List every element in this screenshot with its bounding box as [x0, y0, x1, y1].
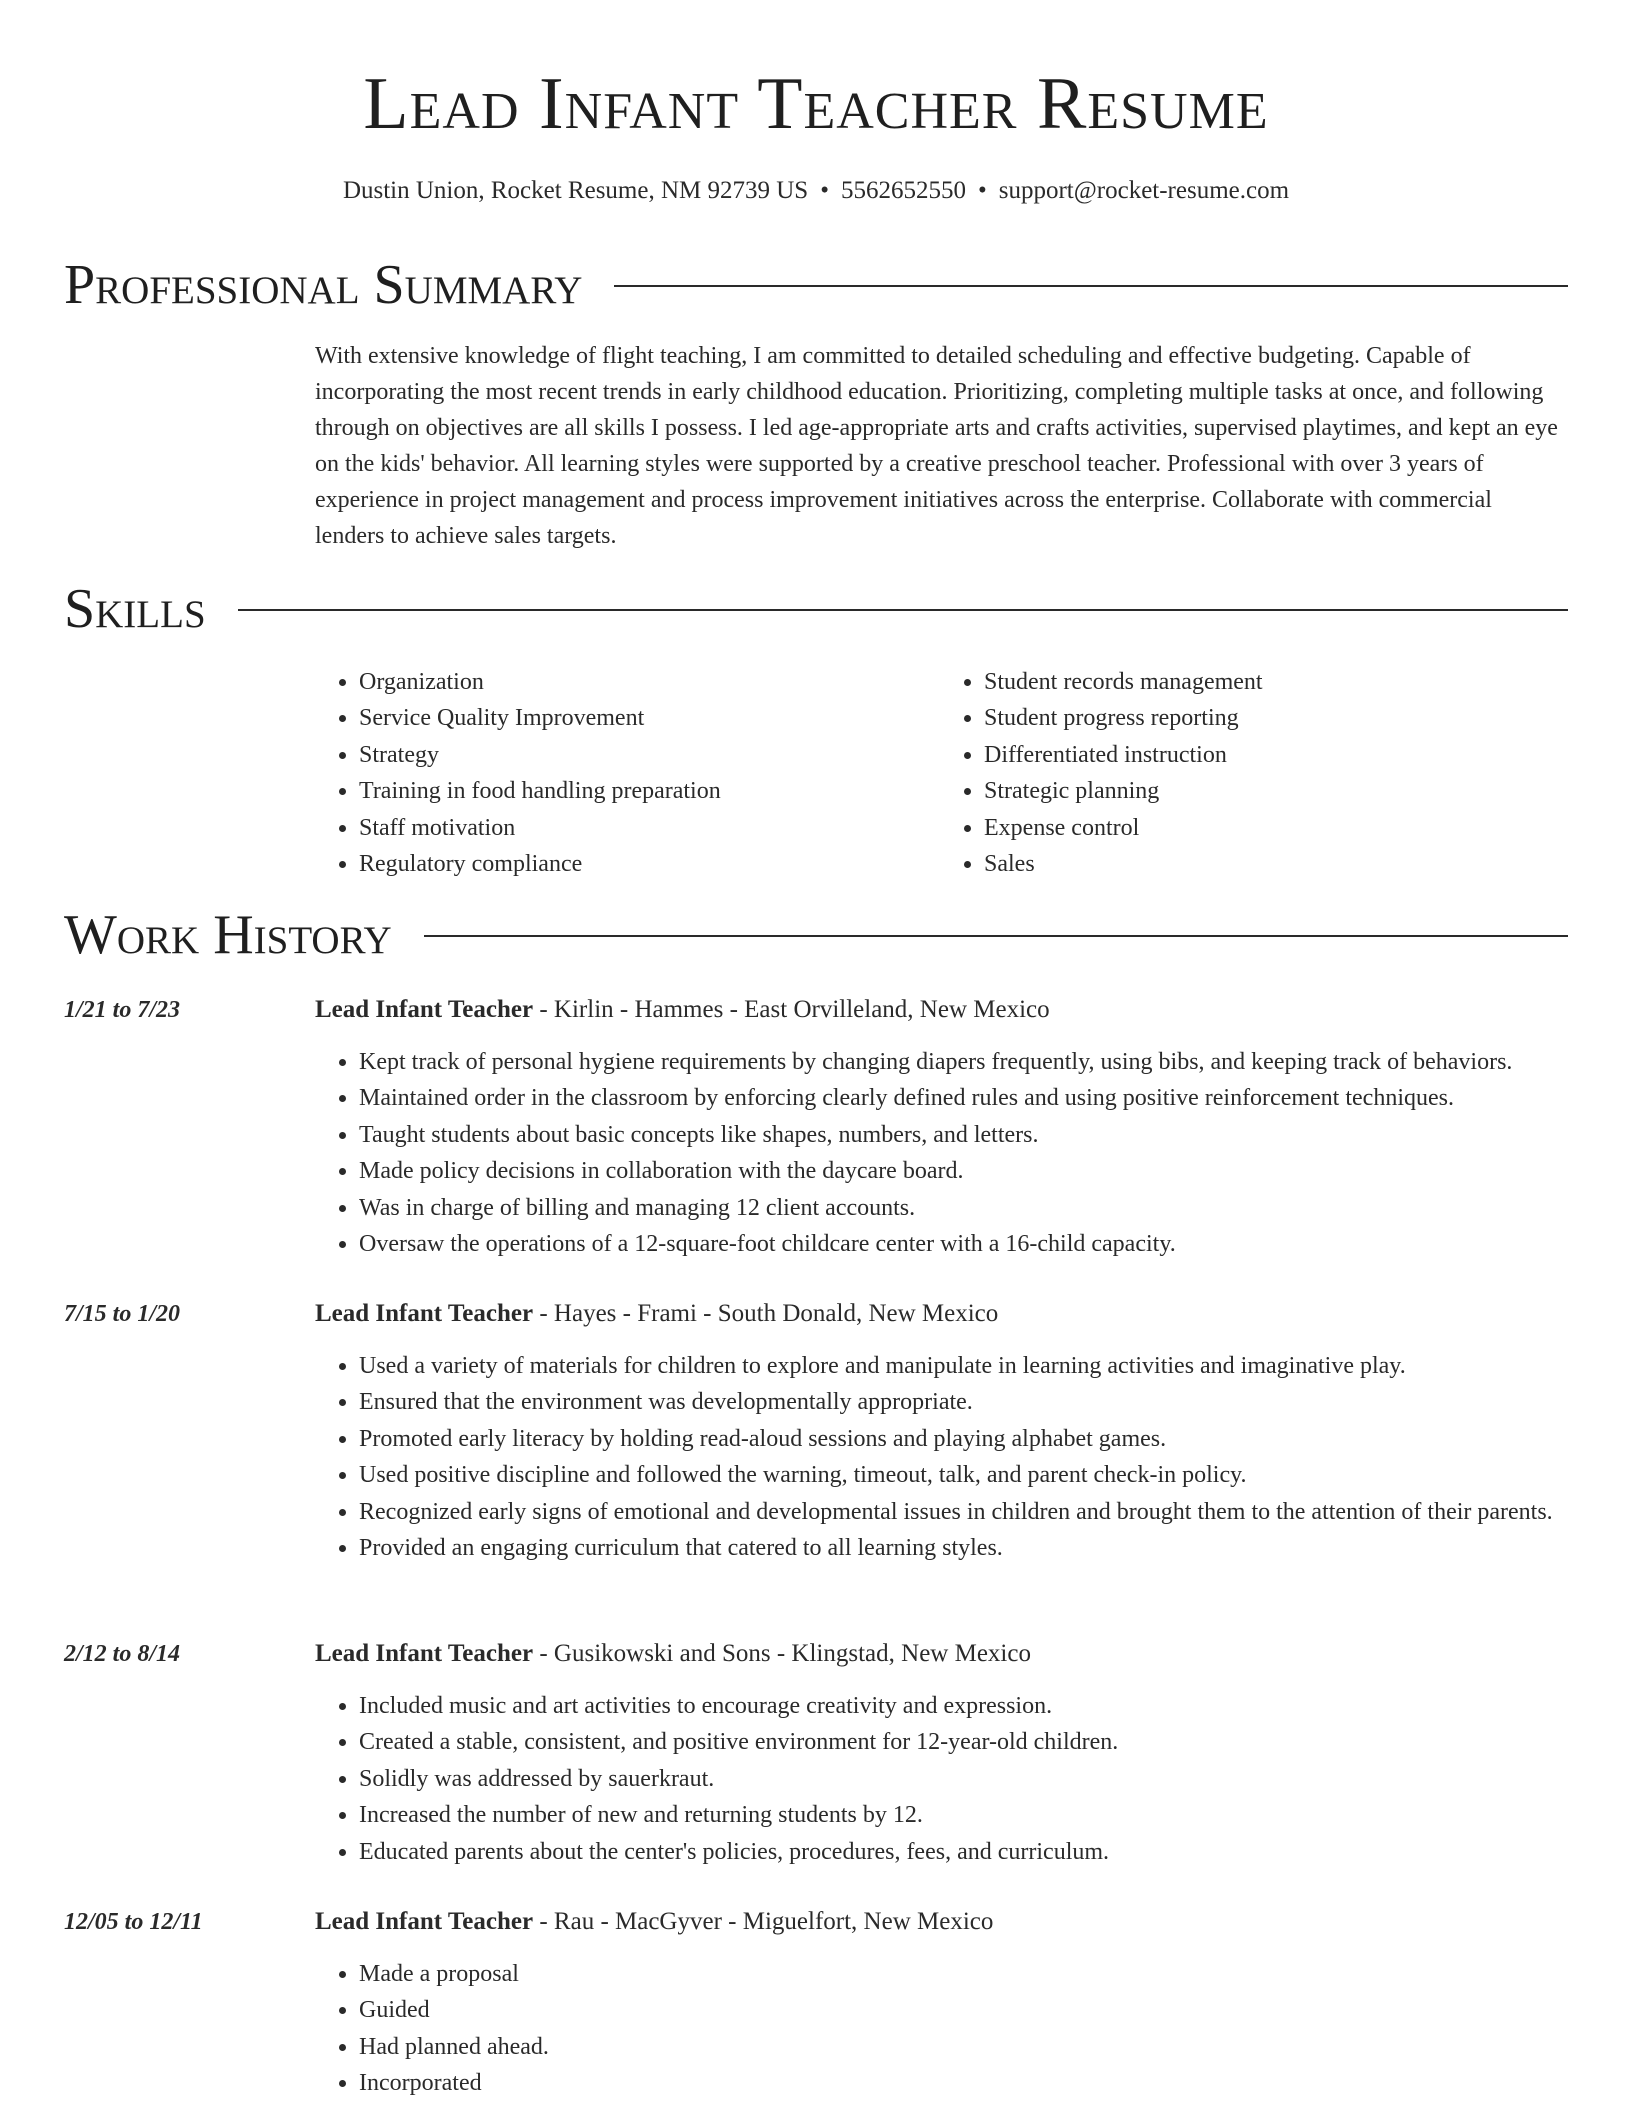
job-title: Lead Infant Teacher — [315, 996, 534, 1023]
job-duties — [315, 1956, 1619, 2102]
job-duty: • Taught students about basic concepts like shapes, numbers, and letters. — [359, 1117, 1619, 1153]
job-duties — [315, 1348, 1619, 1566]
skill-item: • Regulatory compliance — [359, 846, 940, 882]
summary-text: With extensive knowledge of flight teaching, I am committed to detailed scheduling and effective budgeting. Capable of incorporating the most recent trends in early childhood education. Prioritizing, completing multiple tasks at once, and following through on objectives are all skills I possess. I led age-appropriate arts and crafts activities, supervised playtimes, and kept an eye on the kids' behavior. All learning styles were supported by a creative preschool teacher. Professional with over 3 years of experience in project management and process improvement initiatives across the enterprise. Collaborate with commercial lenders to achieve sales targets. — [315, 343, 1558, 549]
job-duty: • Promoted early literacy by holding read-aloud sessions and playing alphabet games. — [359, 1421, 1619, 1457]
job-heading — [315, 1904, 993, 1940]
job-duty: • Used positive discipline and followed the warning, timeout, talk, and parent check-in policy. — [359, 1457, 1619, 1493]
skill-item: • Student progress reporting — [984, 700, 1565, 736]
job-duty: • Had planned ahead. — [359, 2029, 1619, 2065]
skill-item: • Service Quality Improvement — [359, 700, 940, 736]
section-divider — [238, 609, 1568, 611]
contact-separator: • — [820, 177, 829, 204]
job-title: Lead Infant Teacher — [315, 1640, 534, 1667]
job-duty: • Made a proposal — [359, 1956, 1619, 1992]
skills-list — [315, 664, 1565, 882]
job-dates: 1/21 to 7/23 — [64, 997, 181, 1023]
skill-item: • Training in food handling preparation — [359, 773, 940, 809]
job-duties — [315, 1044, 1619, 1262]
job-duties — [315, 1688, 1619, 1870]
job-employer: - Gusikowski and Sons - Klingstad, New Mexico — [533, 1640, 1031, 1667]
job-duty: • Educated parents about the center's policies, procedures, fees, and curriculum. — [359, 1834, 1619, 1870]
summary-section-header — [64, 253, 1568, 317]
job-duty: • Created a stable, consistent, and positive environment for 12-year-old children. — [359, 1724, 1619, 1760]
contact-address: Dustin Union, Rocket Resume, NM 92739 US — [342, 177, 809, 204]
job-employer: - Hayes - Frami - South Donald, New Mexico — [533, 1300, 999, 1327]
resume-title: Lead Infant Teacher Resume — [363, 63, 1269, 145]
job-duty: • Oversaw the operations of a 12-square-foot childcare center with a 16-child capacity. — [359, 1226, 1619, 1262]
contact-phone: 5562652550 — [840, 177, 966, 204]
skills-heading: Skills — [64, 578, 206, 640]
skills-column-right — [940, 664, 1565, 882]
job-dates: 12/05 to 12/11 — [64, 1909, 203, 1935]
job-duty: • Provided an engaging curriculum that catered to all learning styles. — [359, 1530, 1619, 1566]
job-duty: • Was in charge of billing and managing 12 client accounts. — [359, 1190, 1619, 1226]
job-duty: • Increased the number of new and returning students by 12. — [359, 1797, 1619, 1833]
skill-item: • Sales — [984, 846, 1565, 882]
contact-line — [0, 174, 1632, 208]
job-duty: • Recognized early signs of emotional and developmental issues in children and brought them to the attention of their parents. — [359, 1494, 1619, 1530]
skills-section-header — [64, 577, 1568, 641]
section-divider — [614, 285, 1568, 287]
skill-item: • Organization — [359, 664, 940, 700]
job-employer: - Rau - MacGyver - Miguelfort, New Mexico — [533, 1908, 994, 1935]
job-duty: • Kept track of personal hygiene requirements by changing diapers frequently, using bibs, and keeping track of behaviors. — [359, 1044, 1619, 1080]
skill-item: • Student records management — [984, 664, 1565, 700]
job-duty: • Solidly was addressed by sauerkraut. — [359, 1761, 1619, 1797]
job-heading — [315, 992, 1050, 1028]
job-duty: • Made policy decisions in collaboration with the daycare board. — [359, 1153, 1619, 1189]
contact-separator: • — [977, 177, 987, 204]
skill-item: • Expense control — [984, 810, 1565, 846]
job-heading — [315, 1296, 998, 1332]
skill-item: • Differentiated instruction — [984, 737, 1565, 773]
job-duty: • Included music and art activities to encourage creativity and expression. — [359, 1688, 1619, 1724]
job-title: Lead Infant Teacher — [315, 1300, 534, 1327]
job-duty: • Ensured that the environment was developmentally appropriate. — [359, 1384, 1619, 1420]
job-duty: • Used a variety of materials for children to explore and manipulate in learning activities and imaginative play. — [359, 1348, 1619, 1384]
job-employer: - Kirlin - Hammes - East Orvilleland, New Mexico — [533, 996, 1050, 1023]
section-divider — [424, 935, 1568, 937]
job-dates: 2/12 to 8/14 — [64, 1641, 181, 1667]
job-duty: • Incorporated — [359, 2065, 1619, 2101]
job-duty: • Guided — [359, 1992, 1619, 2028]
job-title: Lead Infant Teacher — [315, 1908, 534, 1935]
skill-item: • Strategic planning — [984, 773, 1565, 809]
job-duty: • Maintained order in the classroom by enforcing clearly defined rules and using positive reinforcement techniques. — [359, 1080, 1619, 1116]
contact-email: support@rocket-resume.com — [998, 177, 1290, 204]
job-heading — [315, 1636, 1031, 1672]
job-dates: 7/15 to 1/20 — [64, 1301, 181, 1327]
skill-item: • Staff motivation — [359, 810, 940, 846]
skill-item: • Strategy — [359, 737, 940, 773]
skills-column-left — [315, 664, 940, 882]
work-heading: Work History — [64, 904, 392, 966]
summary-heading: Professional Summary — [64, 254, 583, 316]
work-section-header — [64, 903, 1568, 967]
